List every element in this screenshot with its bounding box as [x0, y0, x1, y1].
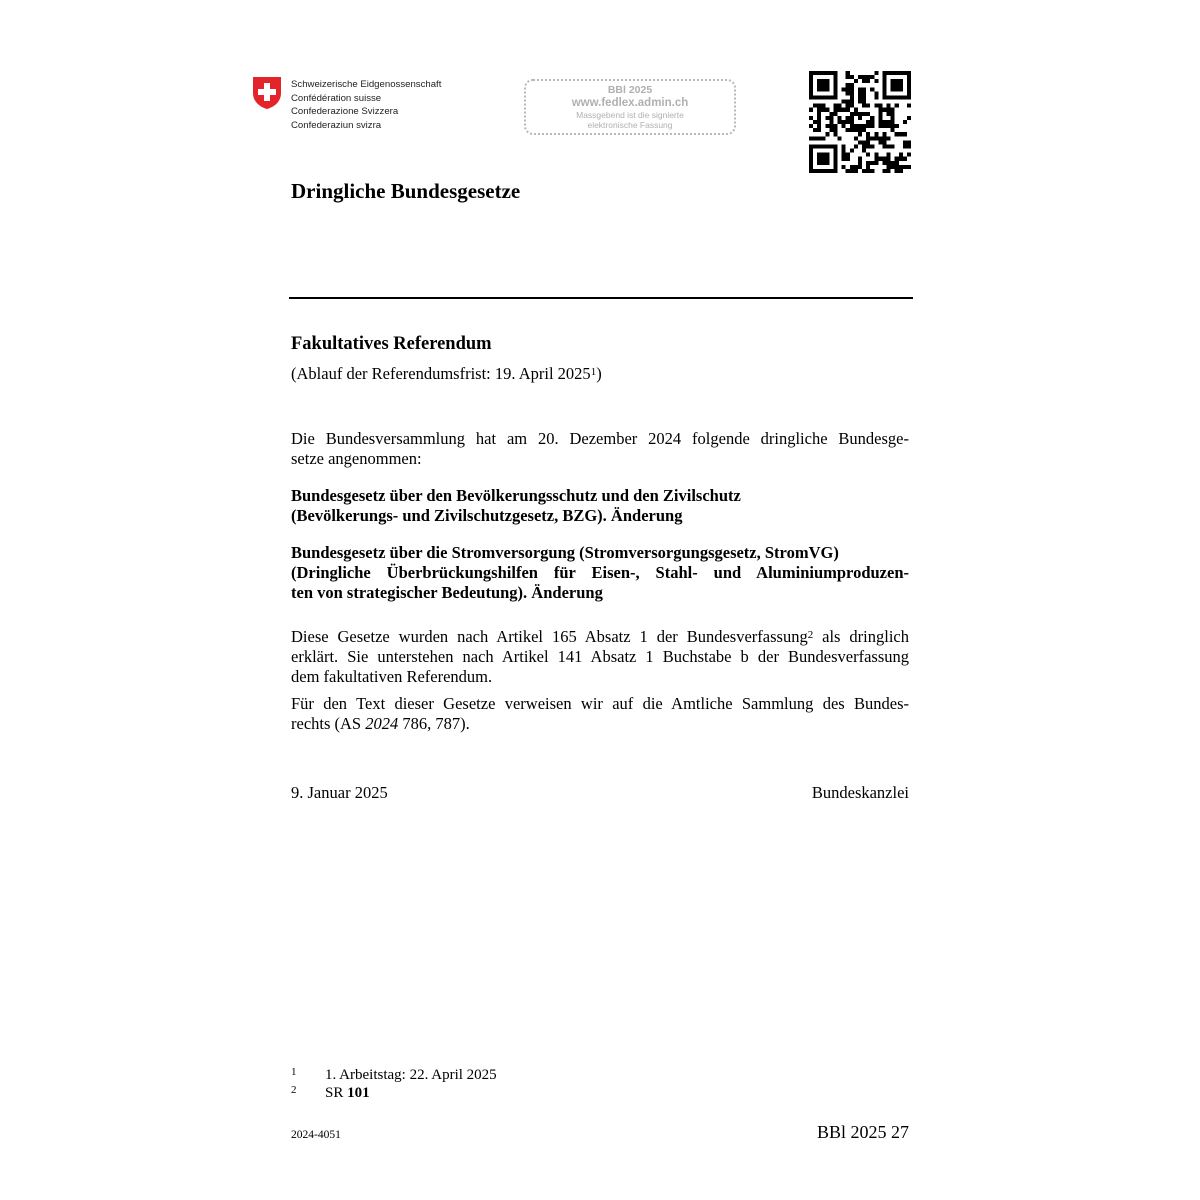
- title-divider: [289, 297, 913, 299]
- page-reference: BBl 2025 27: [816, 1122, 909, 1142]
- law-title-bzg: Bundesgesetz über den Bevölkerungsschutz und den Zivilschutz (Bevölkerungs- und Zivilschutzgesetz, BZG). Änderung: [291, 486, 741, 525]
- section-title: Fakultatives Referendum: [291, 334, 492, 354]
- stamp-url: www.fedlex.admin.ch: [571, 97, 689, 109]
- issue-date: 9. Januar 2025: [291, 783, 388, 802]
- issuer: Bundeskanzlei: [811, 783, 909, 802]
- urgency-paragraph: Diese Gesetze wurden nach Artikel 165 Absatz 1 der Bundesverfassung$^2$ als dringlich erklärt. Sie unterstehen nach Artikel 141 Absatz 1 Buchstabe b der Bundesverfassung dem fakultativen Referendum.: [291, 627, 909, 686]
- fedlex-stamp: [524, 79, 736, 135]
- confederation-line-it: Confederazione Svizzera: [291, 106, 399, 117]
- law-title-stromvg: Bundesgesetz über die Stromversorgung (Stromversorgungsgesetz, StromVG) (Dringliche Überbrückungshilfen für Eisen-, Stahl- und Aluminiumproduzen- ten von strategischer Bedeutung). Änderung: [291, 543, 909, 602]
- confederation-line-fr: Confédération suisse: [291, 92, 382, 104]
- confederation-line-de: Schweizerische Eidgenossenschaft: [291, 79, 442, 90]
- intro-paragraph: Die Bundesversammlung hat am 20. Dezember 2024 folgende dringliche Bundesge- setze angenommen:: [291, 429, 909, 468]
- footnote-ref-1[interactable]: 1: [590, 366, 597, 378]
- swiss-crest-icon: [252, 76, 282, 110]
- footnote-2: 2 SR 101: [291, 1084, 370, 1101]
- stamp-note-2: elektronische Fassung: [587, 120, 673, 130]
- footnote-ref-2[interactable]: 2: [807, 629, 814, 641]
- referendum-deadline: (Ablauf der Referendumsfrist: 19. April 2025$^1$): [291, 364, 602, 383]
- stamp-note-1: Massgebend ist die signierte: [576, 110, 684, 120]
- stamp-publication: BBl 2025: [607, 84, 653, 96]
- document-number: 2024-4051: [291, 1129, 341, 1141]
- qr-code-icon: [809, 71, 911, 173]
- confederation-line-rm: Confederaziun svizra: [291, 119, 382, 131]
- reference-paragraph: Für den Text dieser Gesetze verweisen wir auf die Amtliche Sammlung des Bundes- rechts (AS 2024 786, 787).: [291, 694, 909, 733]
- document-title: Dringliche Bundesgesetze: [291, 179, 521, 203]
- footnote-1: 1 1. Arbeitstag: 22. April 2025: [291, 1066, 497, 1083]
- confederation-name: [291, 78, 441, 132]
- as-year: 2024: [365, 714, 399, 733]
